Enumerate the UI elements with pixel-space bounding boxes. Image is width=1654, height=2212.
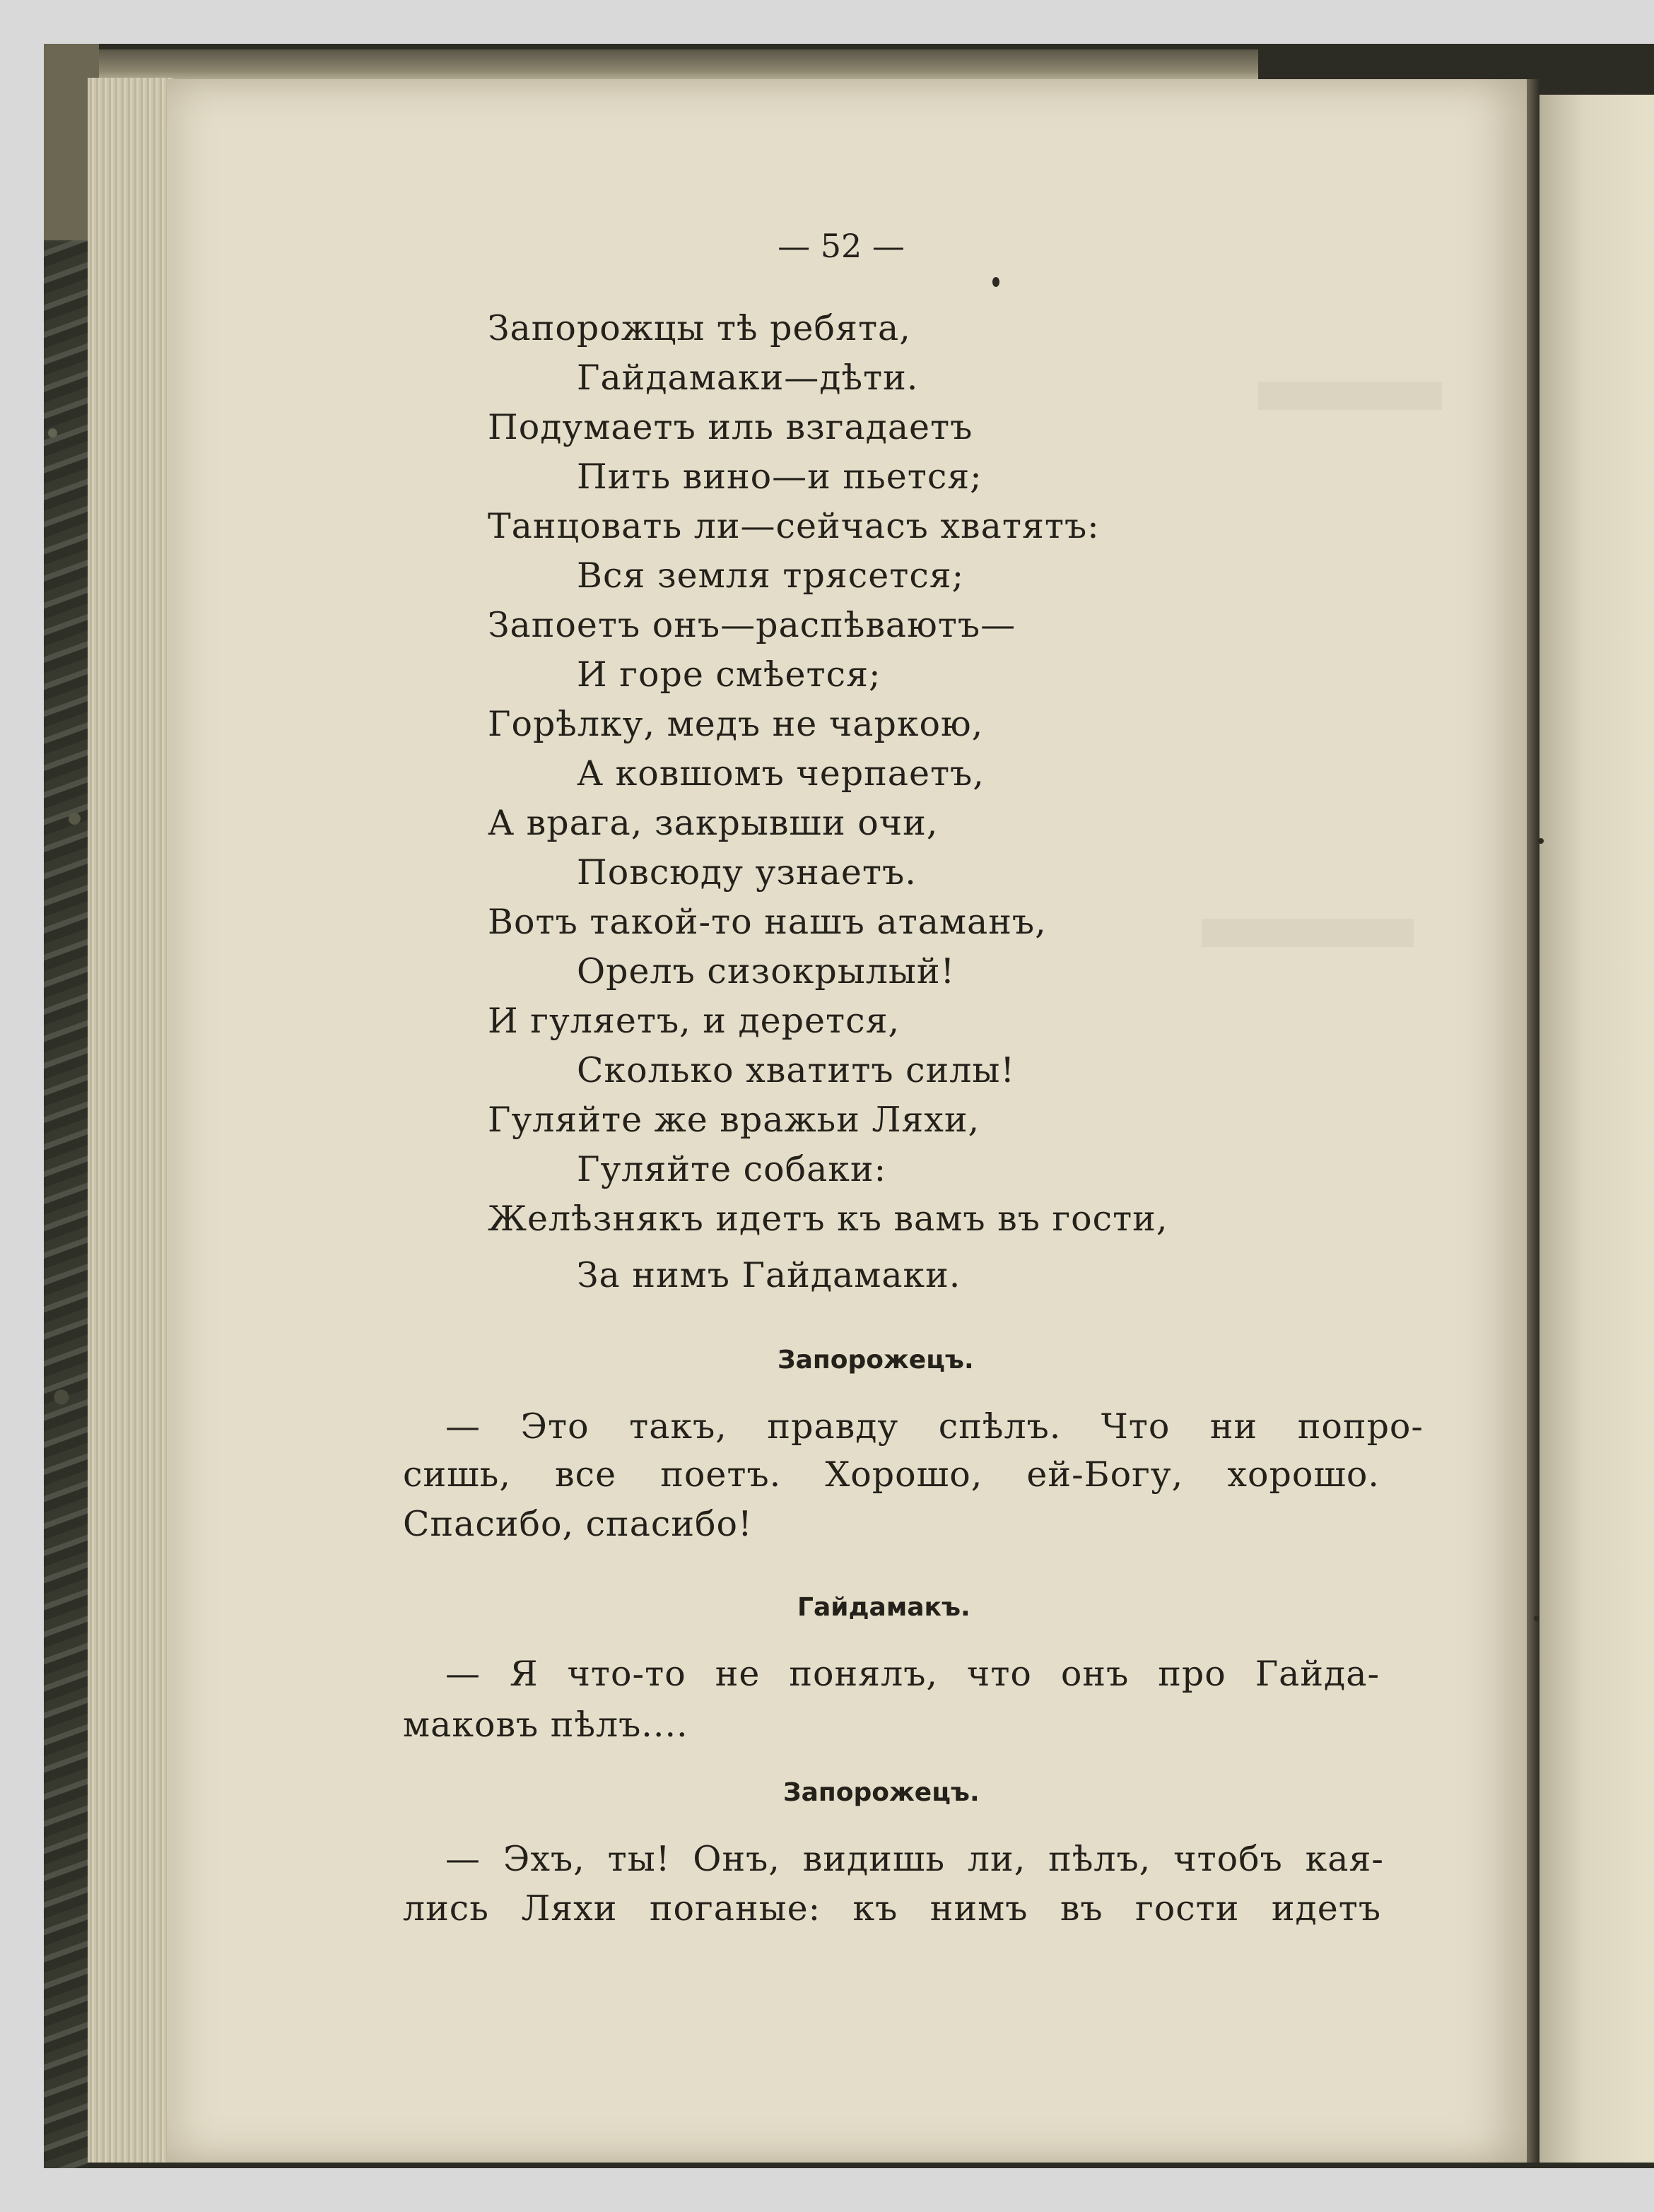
ink-speck: [992, 277, 999, 287]
verse-line: Гайдамаки—дѣти.: [577, 358, 919, 398]
page-number: — 52 —: [778, 227, 905, 265]
verse-line: Танцовать ли—сейчасъ хватятъ:: [488, 506, 1100, 546]
verse-line: И гуляетъ, и дерется,: [488, 1001, 901, 1041]
verse-line: Вотъ такой-то нашъ атаманъ,: [488, 902, 1047, 942]
bleed-through: [1258, 382, 1442, 410]
verse-line: И горе смѣется;: [577, 654, 881, 695]
verse-line: Гуляйте же вражьи Ляхи,: [488, 1100, 980, 1140]
ink-speck: [1538, 838, 1544, 844]
verse-line: Вся земля трясется;: [577, 555, 965, 596]
verse-line: За нимъ Гайдамаки.: [577, 1255, 961, 1295]
dialogue-line: сишь, все поетъ. Хорошо, ей-Богу, хорошо.: [403, 1454, 1380, 1495]
dialogue-line: Спасибо, спасибо!: [403, 1504, 753, 1544]
ink-speck: [1534, 1616, 1539, 1621]
verse-line: Запоетъ онъ—распѣваютъ—: [488, 605, 1016, 645]
dialogue-line: маковъ пѣлъ....: [403, 1705, 688, 1745]
verse-line: А ковшомъ черпаетъ,: [577, 753, 985, 794]
speaker-name: Запорожецъ.: [783, 1778, 980, 1807]
dialogue-line: — Это такъ, правду спѣлъ. Что ни попро-: [445, 1406, 1424, 1447]
verse-line: Желѣзнякъ идетъ къ вамъ въ гости,: [488, 1199, 1168, 1239]
dialogue-line: — Я что-то не понялъ, что онъ про Гайда-: [445, 1654, 1380, 1694]
speaker-name: Запорожецъ.: [778, 1346, 974, 1375]
verse-line: А врага, закрывши очи,: [488, 803, 939, 843]
verse-line: Орелъ сизокрылый!: [577, 951, 956, 992]
bleed-through: [1202, 919, 1414, 947]
verse-line: Подумаетъ иль взгадаетъ: [488, 407, 973, 447]
verse-line: Гуляйте собаки:: [577, 1149, 887, 1189]
speaker-name: Гайдамакъ.: [797, 1593, 970, 1622]
verse-line: Горѣлку, медъ не чаркою,: [488, 704, 984, 744]
verse-line: Повсюду узнаетъ.: [577, 852, 917, 893]
verse-line: Запорожцы тѣ ребята,: [488, 308, 911, 348]
verse-line: Пить вино—и пьется;: [577, 457, 983, 497]
dialogue-line: лись Ляхи поганые: къ нимъ въ гости идетъ: [403, 1888, 1381, 1929]
dialogue-line: — Эхъ, ты! Онъ, видишь ли, пѣлъ, чтобъ кая-: [445, 1839, 1384, 1879]
verse-line: Сколько хватитъ силы!: [577, 1050, 1016, 1090]
